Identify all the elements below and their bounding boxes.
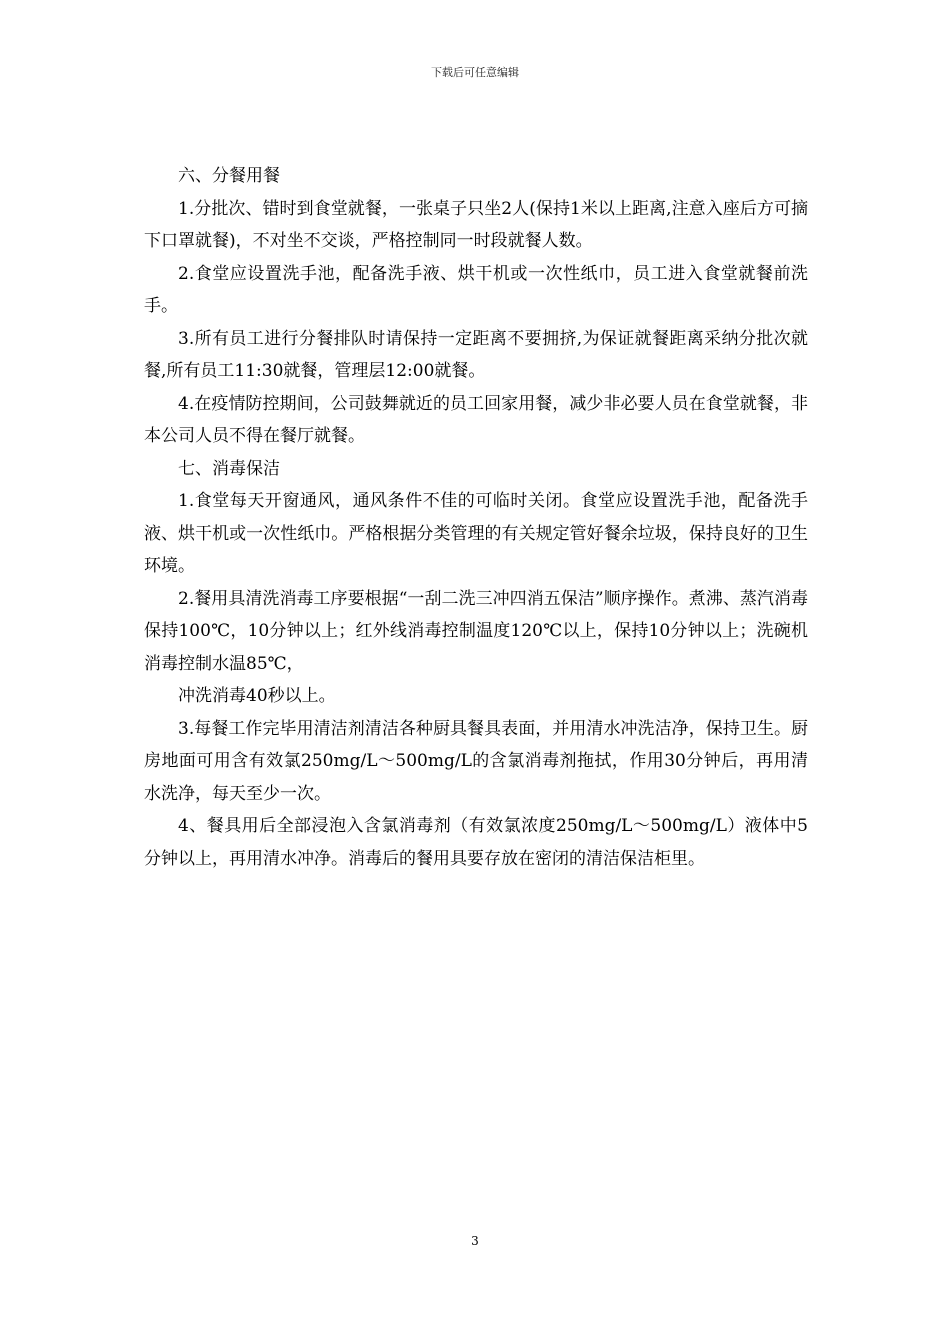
paragraph: 2.餐用具清洗消毒工序要根据“一刮二洗三冲四消五保洁”顺序操作。煮沸、蒸汽消毒保持100℃，10分钟以上；红外线消毒控制温度120℃以上，保持10分钟以上；洗碗机消毒控制水温85℃， <box>144 588 808 674</box>
paragraph: 4.在疫情防控期间，公司鼓舞就近的员工回家用餐，减少非必要人员在食堂就餐，非本公司人员不得在餐厅就餐。 <box>144 393 808 446</box>
section-heading-6: 六、分餐用餐 <box>178 166 280 186</box>
page-header: 下载后可任意编辑 <box>431 66 519 79</box>
section-heading-7: 七、消毒保洁 <box>178 458 280 479</box>
paragraph: 3.所有员工进行分餐排队时请保持一定距离不要拥挤,为保证就餐距离采纳分批次就餐,所有员工11:30就餐，管理层12:00就餐。 <box>144 328 808 381</box>
page-number: 3 <box>471 1234 479 1248</box>
paragraph: 4、餐具用后全部浸泡入含氯消毒剂（有效氯浓度250mg/L～500mg/L）液体中5分钟以上，再用清水冲净。消毒后的餐用具要存放在密闭的清洁保洁柜里。 <box>144 816 808 869</box>
document-body <box>144 160 808 875</box>
paragraph: 1.分批次、错时到食堂就餐，一张桌子只坐2人(保持1米以上距离,注意入座后方可摘下口罩就餐)，不对坐不交谈，严格控制同一时段就餐人数。 <box>144 198 808 251</box>
paragraph: 2.食堂应设置洗手池，配备洗手液、烘干机或一次性纸巾，员工进入食堂就餐前洗手。 <box>144 263 808 316</box>
paragraph: 1.食堂每天开窗通风，通风条件不佳的可临时关闭。食堂应设置洗手池，配备洗手液、烘干机或一次性纸巾。严格根据分类管理的有关规定管好餐余垃圾，保持良好的卫生环境。 <box>144 491 808 576</box>
paragraph: 冲洗消毒40秒以上。 <box>178 686 336 706</box>
paragraph: 3.每餐工作完毕用清洁剂清洁各种厨具餐具表面，并用清水冲洗洁净，保持卫生。厨房地面可用含有效氯250mg/L～500mg/L的含氯消毒剂拖拭，作用30分钟后，再用清水洗净，每天至少一次。 <box>144 718 808 804</box>
